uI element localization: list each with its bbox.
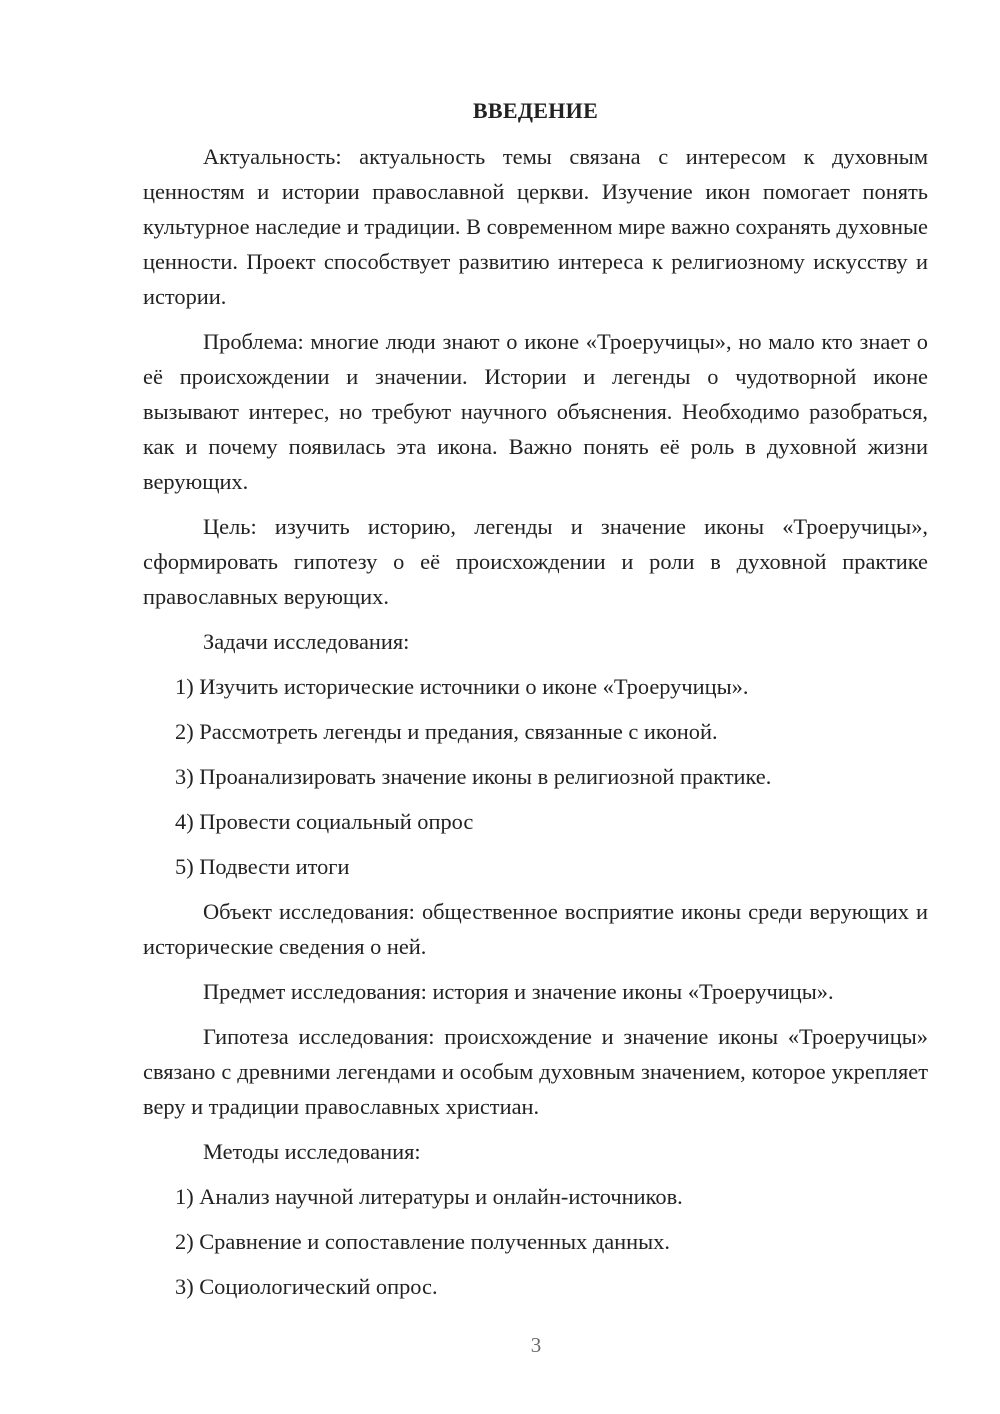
- tasks-label: Задачи исследования:: [203, 629, 410, 654]
- object-paragraph: Объект исследования: общественное восприятие иконы среди верующих и исторические сведения о ней.: [143, 899, 928, 959]
- list-item: 1) Изучить исторические источники о иконе «Троеручицы».: [175, 674, 749, 699]
- subject-paragraph: Предмет исследования: история и значение иконы «Троеручицы».: [203, 979, 834, 1004]
- relevance-paragraph: Актуальность: актуальность темы связана с интересом к духовным ценностям и истории православной церкви. Изучение икон помогает понять культурное наследие и традиции. В современном мире важно сохранять духовные ценности. Проект способствует развитию интереса к религиозному искусству и истории.: [143, 144, 928, 309]
- methods-label: Методы исследования:: [203, 1139, 421, 1164]
- hypothesis-paragraph: Гипотеза исследования: происхождение и значение иконы «Троеручицы» связано с древними легендами и особым духовным значением, которое укрепляет веру и традиции православных христиан.: [143, 1024, 928, 1119]
- problem-paragraph: Проблема: многие люди знают о иконе «Троеручицы», но мало кто знает о её происхождении и значении. Истории и легенды о чудотворной иконе вызывают интерес, но требуют научного объяснения. Необходимо разобраться, как и почему появилась эта икона. Важно понять её роль в духовной жизни верующих.: [143, 329, 928, 494]
- list-item: 4) Провести социальный опрос: [175, 809, 474, 834]
- goal-paragraph: Цель: изучить историю, легенды и значение иконы «Троеручицы», сформировать гипотезу о её происхождении и роли в духовной практике православных верующих.: [143, 514, 928, 609]
- list-item: 2) Сравнение и сопоставление полученных данных.: [175, 1229, 670, 1254]
- list-item: 5) Подвести итоги: [175, 854, 350, 879]
- list-item: 3) Проанализировать значение иконы в религиозной практике.: [175, 764, 772, 789]
- list-item: 1) Анализ научной литературы и онлайн-источников.: [175, 1184, 683, 1209]
- list-item: 2) Рассмотреть легенды и предания, связанные с иконой.: [175, 719, 718, 744]
- page-title: ВВЕДЕНИЕ: [472, 98, 599, 123]
- page-number: 3: [530, 1333, 542, 1357]
- document-page: [143, 96, 928, 1304]
- list-item: 3) Социологический опрос.: [175, 1274, 438, 1299]
